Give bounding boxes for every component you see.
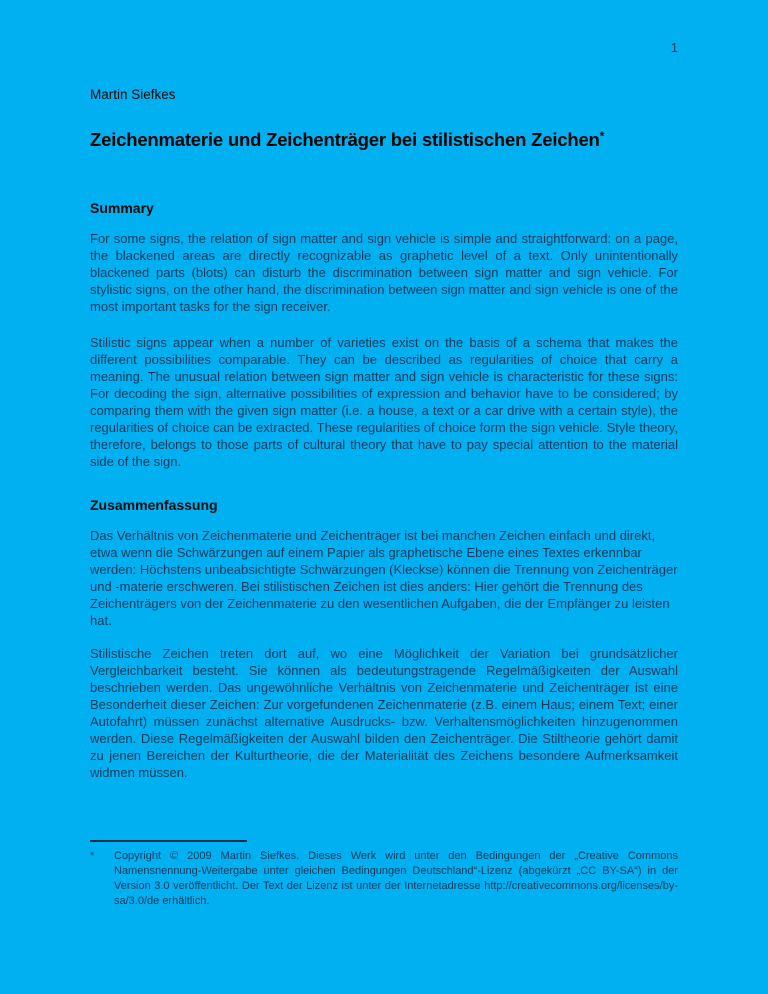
footnote-text: Copyright © 2009 Martin Siefkes. Dieses Werk wird unter den Bedingungen der „Creative Commons Namensnennung-Weitergabe unter gleichen Bedingungen Deutschland“-Lizenz (abgekürzt „CC BY-SA“) in der Version 3.0 veröffentlicht. Der Text der Lizenz ist unter der Internetadresse http://creativecommons.org/licenses/by-sa/3.0/de erhältlich. (114, 850, 678, 907)
author-name: Martin Siefkes (90, 87, 176, 102)
summary-paragraph-1: For some signs, the relation of sign matter and sign vehicle is simple and straightforward: on a page, the blackened areas are directly recognizable as graphetic level of a text. Only unintentionally blackened parts (blots) can disturb the discrimination between sign matter and sign vehicle. For stylistic signs, on the other hand, the discrimination between sign matter and sign vehicle is one of the most important tasks for the sign receiver. (90, 231, 678, 314)
zusammenfassung-paragraph-2: Stilistische Zeichen treten dort auf, wo eine Möglichkeit der Variation bei grundsätzlicher Vergleichbarkeit besteht. Sie können als bedeutungstragende Regelmäßigkeiten der Auswahl beschrieben werden. Das ungewöhnliche Verhältnis von Zeichenmaterie und Zeichenträger ist eine Besonderheit dieser Zeichen: Zur vorgefundenen Zeichenmaterie (z.B. einem Haus; einem Text; einer Autofahrt) müssen zunächst alternative Ausdrucks- bzw. Verhaltensmöglichkeiten hinzugenommen werden. Diese Regelmäßigkeiten der Auswahl bilden den Zeichenträger. Die Stiltheorie gehört damit zu jenen Bereichen der Kulturtheorie, die der Materialität des Zeichens besondere Aufmerksamkeit widmen müssen. (90, 646, 678, 780)
footnote-body (90, 849, 678, 909)
zusammenfassung-paragraph-1: Das Verhältnis von Zeichenmaterie und Zeichenträger ist bei manchen Zeichen einfach und direkt, etwa wenn die Schwärzungen auf einem Papier als graphetische Ebene eines Textes erkennbar werden: Höchstens unbeabsichtigte Schwärzungen (Kleckse) können die Trennung von Zeichenträger und -materie erschweren. Bei stilistischen Zeichen ist dies anders: Hier gehört die Trennung des Zeichenträgers von der Zeichenmaterie zu den wesentlichen Aufgaben, die der Empfänger zu leisten hat. (90, 528, 678, 628)
paper-title (90, 129, 730, 151)
page-number: 1 (670, 40, 678, 55)
section-heading-zusammenfassung: Zusammenfassung (90, 497, 218, 513)
section-heading-summary: Summary (90, 200, 154, 216)
paper-title-text: Zeichenmaterie und Zeichenträger bei stilistischen Zeichen (90, 129, 600, 150)
footnote (90, 840, 678, 909)
title-footnote-marker: * (599, 129, 605, 143)
footnote-marker: * (90, 850, 95, 862)
footnote-divider (90, 840, 247, 842)
summary-paragraph-2: Stilistic signs appear when a number of varieties exist on the basis of a schema that makes the different possibilities comparable. They can be described as regularities of choice that carry a meaning. The unusual relation between sign matter and sign vehicle is characteristic for these signs: For decoding the sign, alternative possibilities of expression and behavior have to be considered; by comparing them with the given sign matter (i.e. a house, a text or a car drive with a certain style), the regularities of choice can be extracted. These regularities of choice form the sign vehicle. Style theory, therefore, belongs to those parts of cultural theory that have to pay special attention to the material side of the sign. (90, 335, 678, 469)
